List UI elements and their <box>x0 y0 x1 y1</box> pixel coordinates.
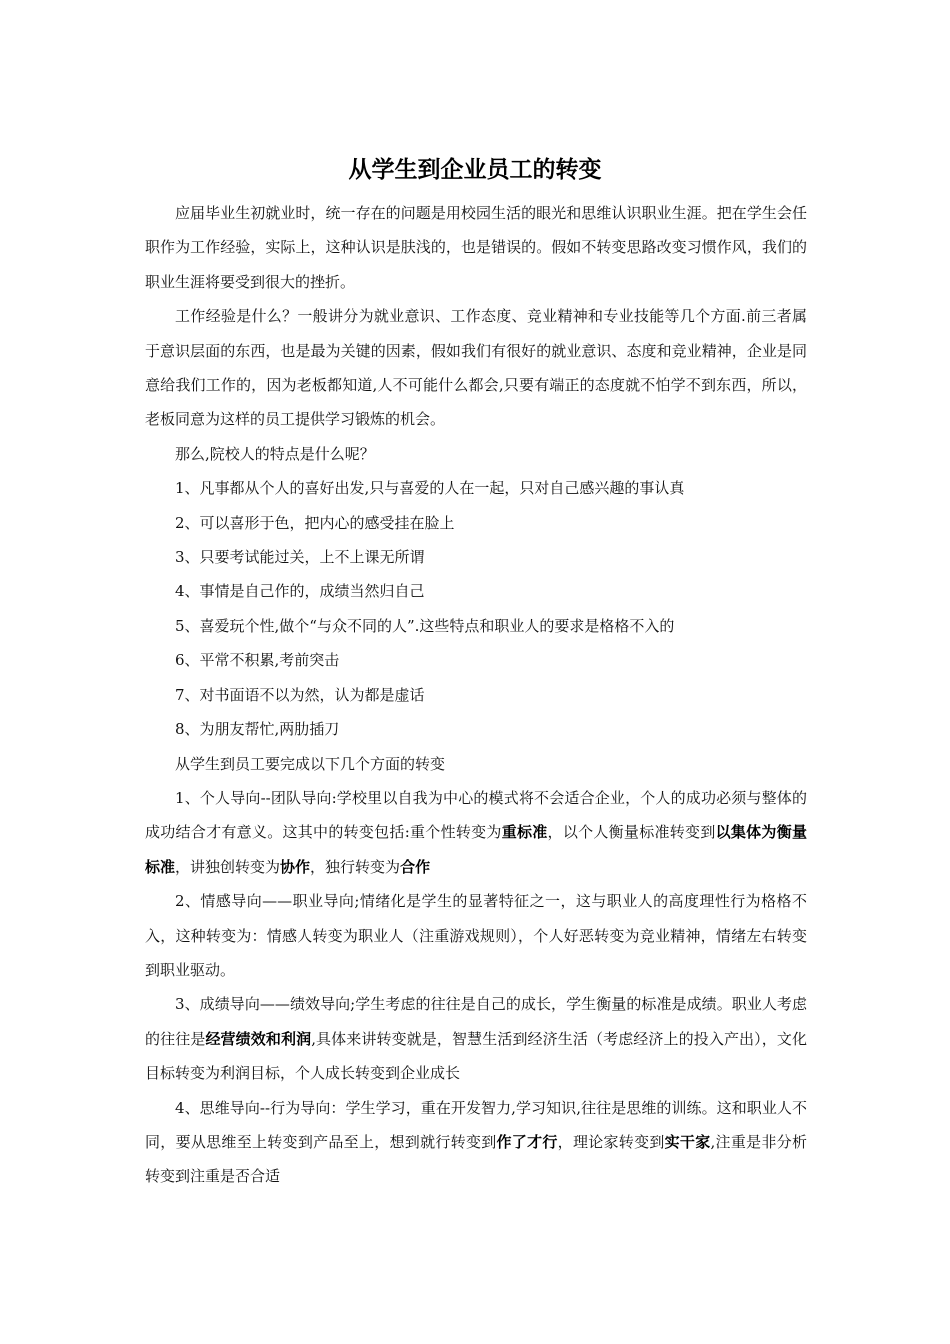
trait-item: 6、平常不积累,考前突击 <box>175 651 340 670</box>
t1-text: ，独行转变为 <box>310 857 401 876</box>
transition-paragraph-3 <box>145 987 807 1090</box>
t4-bold-do-it: 作了才行 <box>496 1132 558 1151</box>
t1-text: ，讲独创转变为 <box>175 857 281 876</box>
trait-item: 3、只要考试能过关，上不上课无所谓 <box>175 548 425 567</box>
t1-bold-collective: 以集体为衡量标准 <box>145 823 807 876</box>
trait-item: 8、为朋友帮忙,两肋插刀 <box>175 720 340 739</box>
t1-bold-collaboration: 协作 <box>280 857 311 876</box>
trait-item: 7、对书面语不以为然，认为都是虚话 <box>175 685 425 704</box>
document-title: 从学生到企业员工的转变 <box>348 157 602 183</box>
t4-bold-doer: 实干家 <box>664 1132 711 1151</box>
question-line: 那么,院校人的特点是什么呢？ <box>175 444 375 463</box>
t1-bold-cooperation: 合作 <box>400 857 431 876</box>
intro-paragraph: 应届毕业生初就业时，统一存在的问题是用校园生活的眼光和思维认识职业生涯。把在学生会任职作为工作经验，实际上，这种认识是肤浅的，也是错误的。假如不转变思路改变习惯作风，我们的职业生涯将要受到很大的挫折。 <box>145 204 807 291</box>
trait-item: 2、可以喜形于色，把内心的感受挂在脸上 <box>175 513 455 532</box>
document-body <box>145 196 807 1194</box>
trait-item: 5、喜爱玩个性,做个“与众不同的人”.这些特点和职业人的要求是格格不入的 <box>175 616 675 635</box>
trait-item: 1、凡事都从个人的喜好出发,只与喜爱的人在一起，只对自己感兴趣的事认真 <box>175 479 685 498</box>
t1-text: 1、个人导向--团队导向:学校里以自我为中心的模式将不会适合企业，个人的成功必须与整体的成功结合才有意义。这其中的转变包括:重个性转变为 <box>145 788 807 842</box>
t1-text: ，以个人衡量标准转变到 <box>547 823 716 842</box>
experience-paragraph: 工作经验是什么？一般讲分为就业意识、工作态度、竞业精神和专业技能等几个方面.前三者属于意识层面的东西，也是最为关键的因素，假如我们有很好的就业意识、态度和竞业精神，企业是同意给我们工作的，因为老板都知道,人不可能什么都会,只要有端正的态度就不怕学不到东西，所以，老板同意为这样的员工提供学习锻炼的机会。 <box>145 307 807 429</box>
trait-item: 4、事情是自己作的，成绩当然归自己 <box>175 582 425 601</box>
transition-paragraph-4 <box>145 1091 807 1194</box>
transition-paragraph-2: 2、情感导向——职业导向;情绪化是学生的显著特征之一，这与职业人的高度理性行为格格不入，这种转变为：情感人转变为职业人（注重游戏规则），个人好恶转变为竞业精神，情绪左右转变到职业驱动。 <box>145 892 807 979</box>
t4-text: ,注重是非分析转变到注重是否合适 <box>145 1132 807 1186</box>
t4-text: ，理论家转变到 <box>557 1132 665 1151</box>
t3-text: ,具体来讲转变就是，智慧生活到经济生活（考虑经济上的投入产出），文化目标转变为利润目标，个人成长转变到企业成长 <box>145 1029 807 1083</box>
transition-paragraph-1 <box>145 781 807 884</box>
t3-bold-profit: 经营绩效和利润 <box>205 1029 312 1048</box>
t4-text: 4、思维导向--行为导向：学生学习，重在开发智力,学习知识,往往是思维的训练。这和职业人不同，要从思维至上转变到产品至上，想到就行转变到 <box>145 1098 807 1151</box>
t1-bold-standard: 重标准 <box>501 823 548 842</box>
transition-heading: 从学生到员工要完成以下几个方面的转变 <box>175 754 446 773</box>
t3-text: 3、成绩导向——绩效导向;学生考虑的往往是自己的成长，学生衡量的标准是成绩。职业人考虑的往往是 <box>145 995 807 1048</box>
